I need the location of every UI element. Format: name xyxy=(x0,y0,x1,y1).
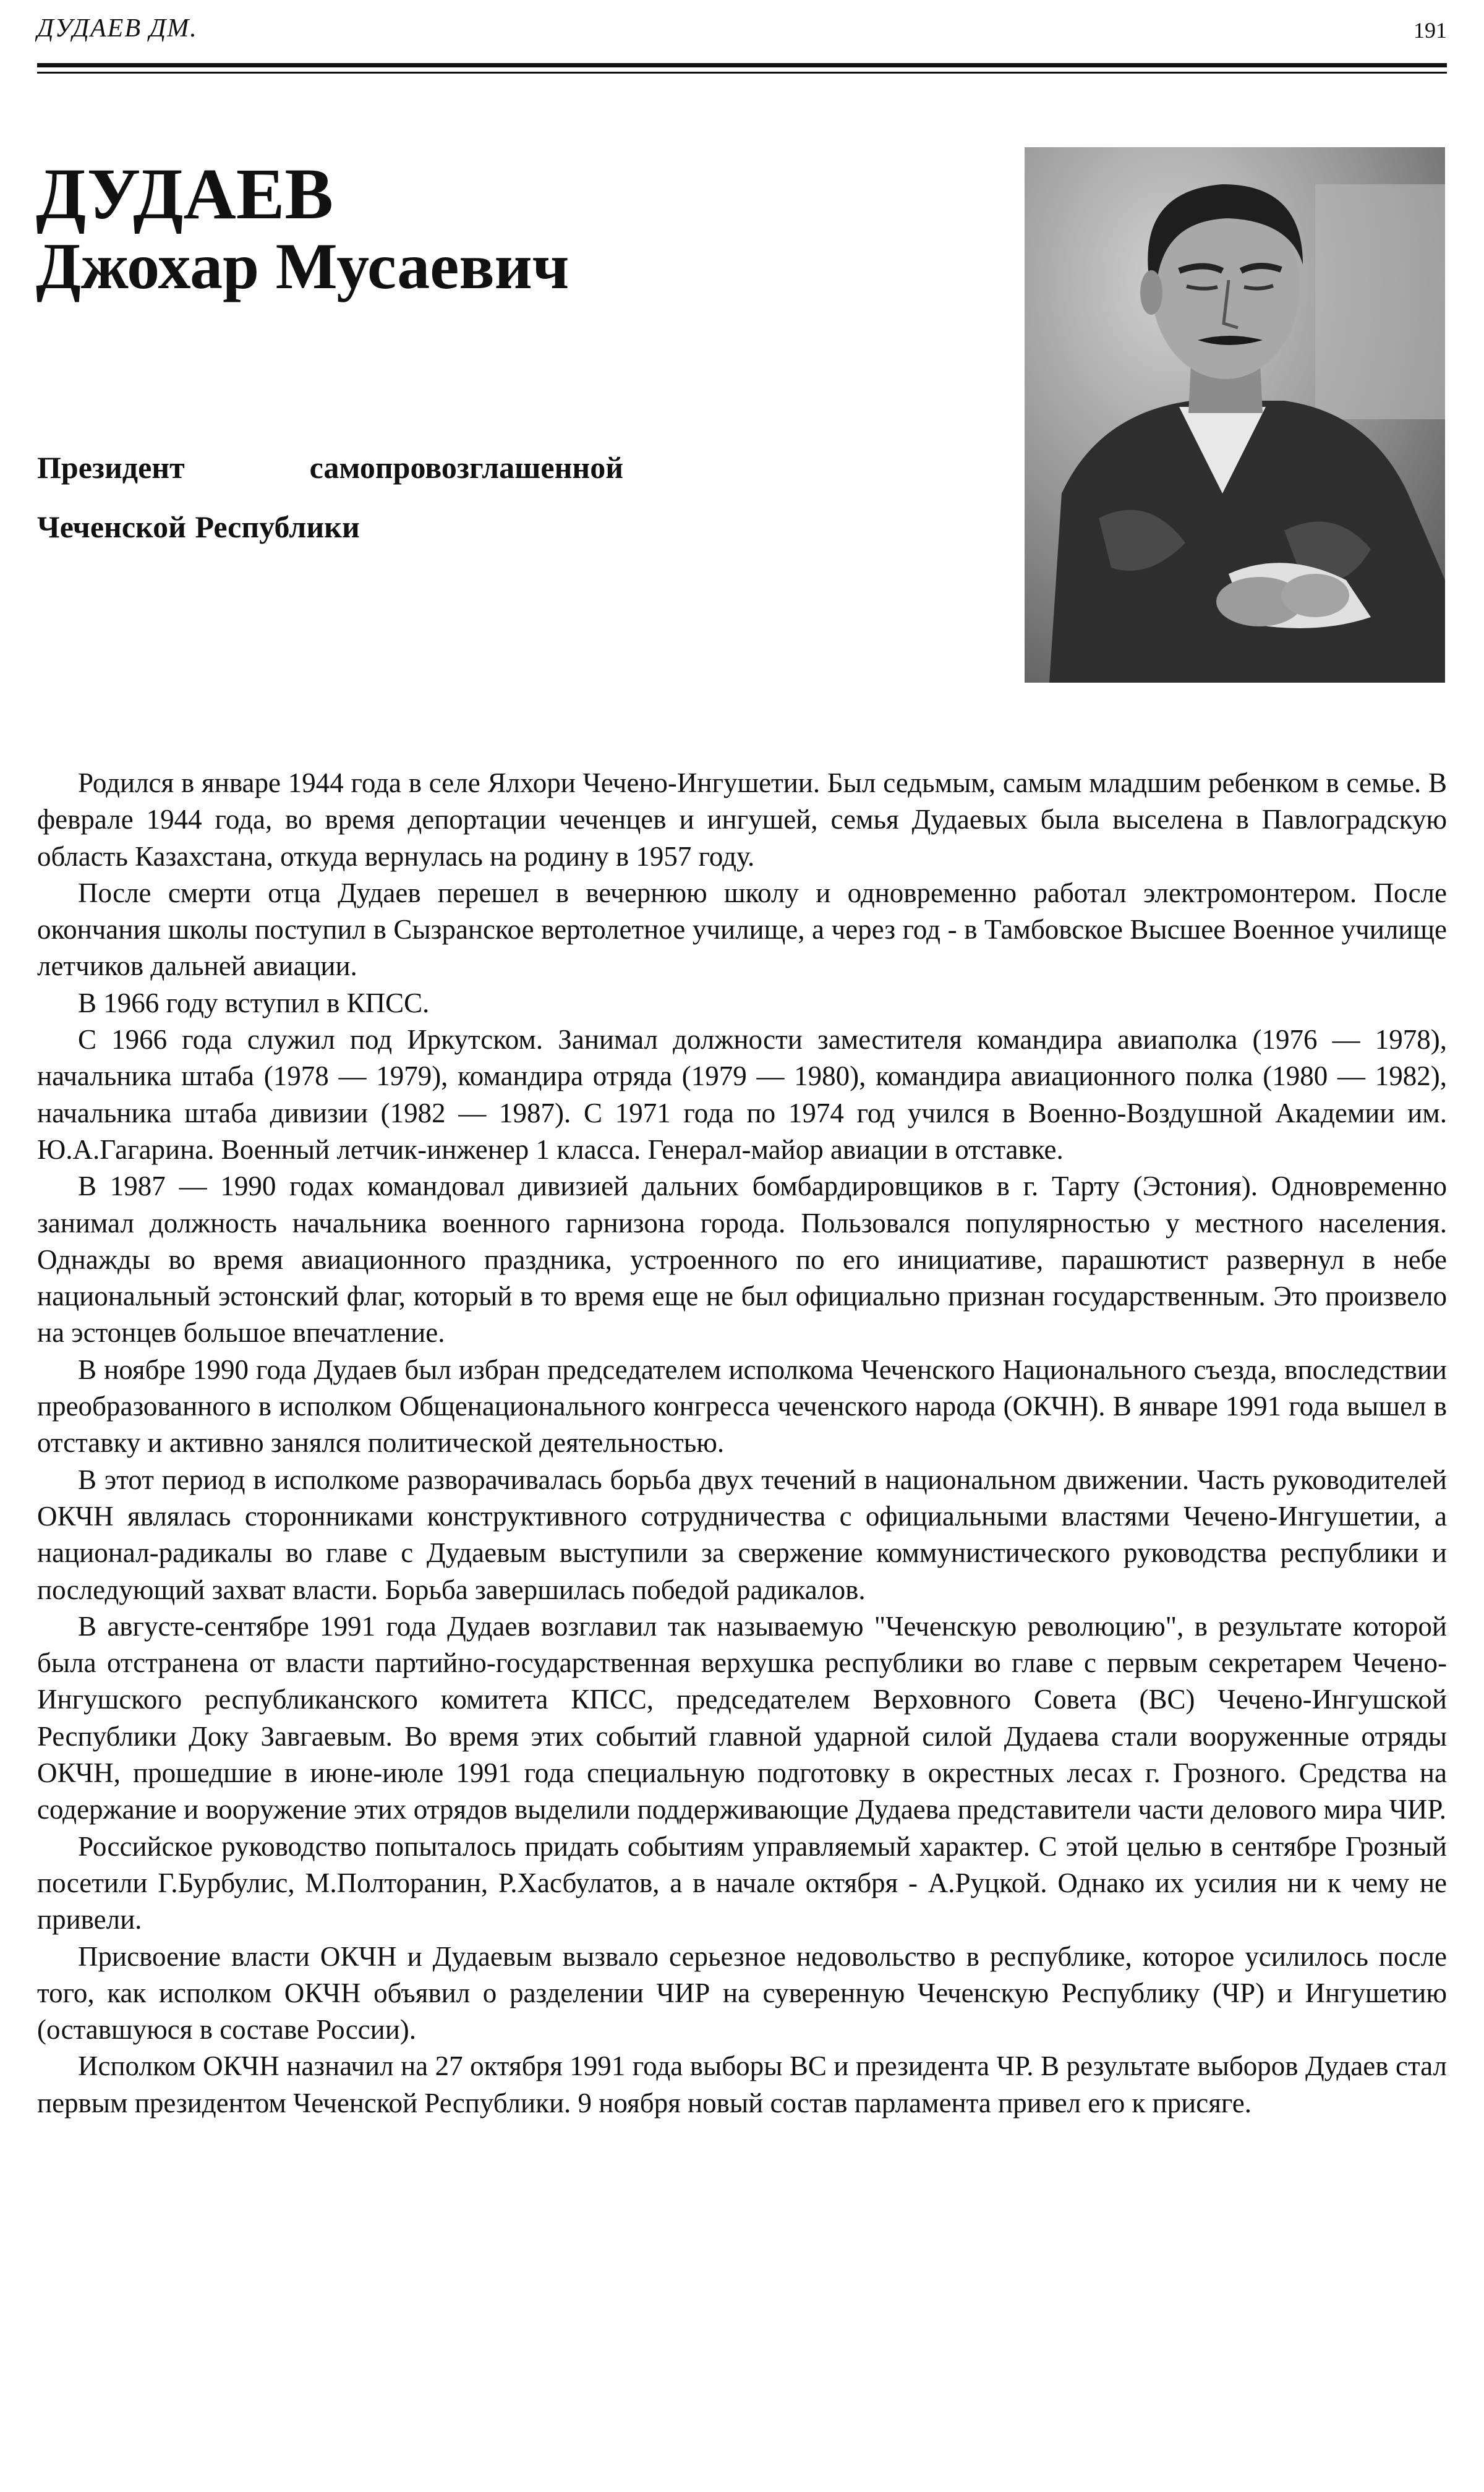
body-paragraph: В 1987 — 1990 годах командовал дивизией дальних бомбардировщиков в г. Тарту (Эстония). Одновременно занимал должность начальника военного гарнизона города. Пользовался популярностью у местного населения. Однажды во время авиационного праздника, устроенного по его инициативе, парашютист развернул в небе национальный эстонский флаг, который в то время еще не был официально признан государственным. Это произвело на эстонцев большое впечатление. xyxy=(37,1171,1447,1349)
body-paragraph: В этот период в исполкоме разворачивалась борьба двух течений в национальном движении. Часть руководителей ОКЧН являлась сторонниками конструктивного сотрудничества с официальными властями Чечено-Ингушетии, а национал-радикалы во главе с Дудаевым выступили за свержение коммунистического руководства республики и последующий захват власти. Борьба завершилась победой радикалов. xyxy=(37,1464,1447,1605)
body-paragraph: После смерти отца Дудаев перешел в вечернюю школу и одновременно работал электромонтером. После окончания школы поступил в Сызранское вертолетное училище, а через год - в Тамбовское Высшее Военное училище летчиков дальней авиации. xyxy=(37,877,1447,982)
header-rule-thin xyxy=(37,72,1447,74)
page-number: 191 xyxy=(1414,18,1447,43)
body-paragraph: В ноябре 1990 года Дудаев был избран председателем исполкома Чеченского Национального съезда, впоследствии преобразованного в исполком Общенационального конгресса чеченского народа (ОКЧН). В январе 1991 года вышел в отставку и активно занялся политической деятельностью. xyxy=(37,1354,1447,1459)
running-head: ДУДАЕВ ДМ. xyxy=(37,14,198,43)
body-paragraph: Родился в январе 1944 года в селе Ялхори Чечено-Ингушетии. Был седьмым, самым младшим ребенком в семье. В феврале 1944 года, во время депортации чеченцев и ингушей, семья Дудаевых была выселена в Павлоградскую область Казахстана, откуда вернулась на родину в 1957 году. xyxy=(37,767,1447,872)
portrait-photo xyxy=(1025,147,1445,683)
body-paragraph: В 1966 году вступил в КПСС. xyxy=(78,987,430,1018)
body-paragraph: В августе-сентябре 1991 года Дудаев возглавил так называемую "Чеченскую революцию", в результате которой была отстранена от власти партийно-государственная верхушка республики во главе с первым секретарем Чечено-Ингушского республиканского комитета КПСС, председателем Верховного Совета (ВС) Чечено-Ингушской Республики Доку Завгаевым. Во время этих событий главной ударной силой Дудаева стали вооруженные отряды ОКЧН, прошедшие в июне-июле 1991 года специальную подготовку в окрестных лесах г. Грозного. Средства на содержание и вооружение этих отрядов выделили поддерживающие Дудаева представители части делового мира ЧИР. xyxy=(37,1610,1447,1825)
body-paragraph: С 1966 года служил под Иркутском. Занимал должности заместителя командира авиаполка (1976 — 1978), начальника штаба (1978 — 1979), командира отряда (1979 — 1980), командира авиационного полка (1980 — 1982), начальника штаба дивизии (1982 — 1987). С 1971 года по 1974 год учился в Военно-Воздушной Академии им. Ю.А.Гагарина. Военный летчик-инженер 1 класса. Генерал-майор авиации в отставке. xyxy=(37,1024,1447,1165)
position-line-2: Чеченской Республики xyxy=(37,510,360,544)
body-paragraph: Российское руководство попыталось придать событиям управляемый характер. С этой целью в сентябре Грозный посетили Г.Бурбулис, М.Полторанин, Р.Хасбулатов, а в начале октября - А.Руцкой. Однако их усилия ни к чему не привели. xyxy=(37,1830,1447,1935)
position-word-2: самопровозглашенной xyxy=(309,450,623,485)
article-body xyxy=(37,765,1447,2122)
body-paragraph: Присвоение власти ОКЧН и Дудаевым вызвало серьезное недовольство в республике, которое усилилось после того, как исполком ОКЧН объявил о разделении ЧИР на суверенную Чеченскую Республику (ЧР) и Ингушетию (оставшуюся в составе России). xyxy=(37,1940,1447,2046)
position-line-1 xyxy=(37,438,623,497)
portrait-illustration xyxy=(1025,147,1445,683)
article-given-names: Джохар Мусаевич xyxy=(36,230,569,302)
article-surname: ДУДАЕВ xyxy=(36,153,334,234)
position-word-1: Президент xyxy=(37,450,185,485)
position-title xyxy=(37,438,623,557)
header-rule-thick xyxy=(37,63,1447,67)
body-paragraph: Исполком ОКЧН назначил на 27 октября 1991 года выборы ВС и президента ЧР. В результате выборов Дудаев стал первым президентом Чеченской Республики. 9 ноября новый состав парламента привел его к присяге. xyxy=(37,2050,1447,2119)
